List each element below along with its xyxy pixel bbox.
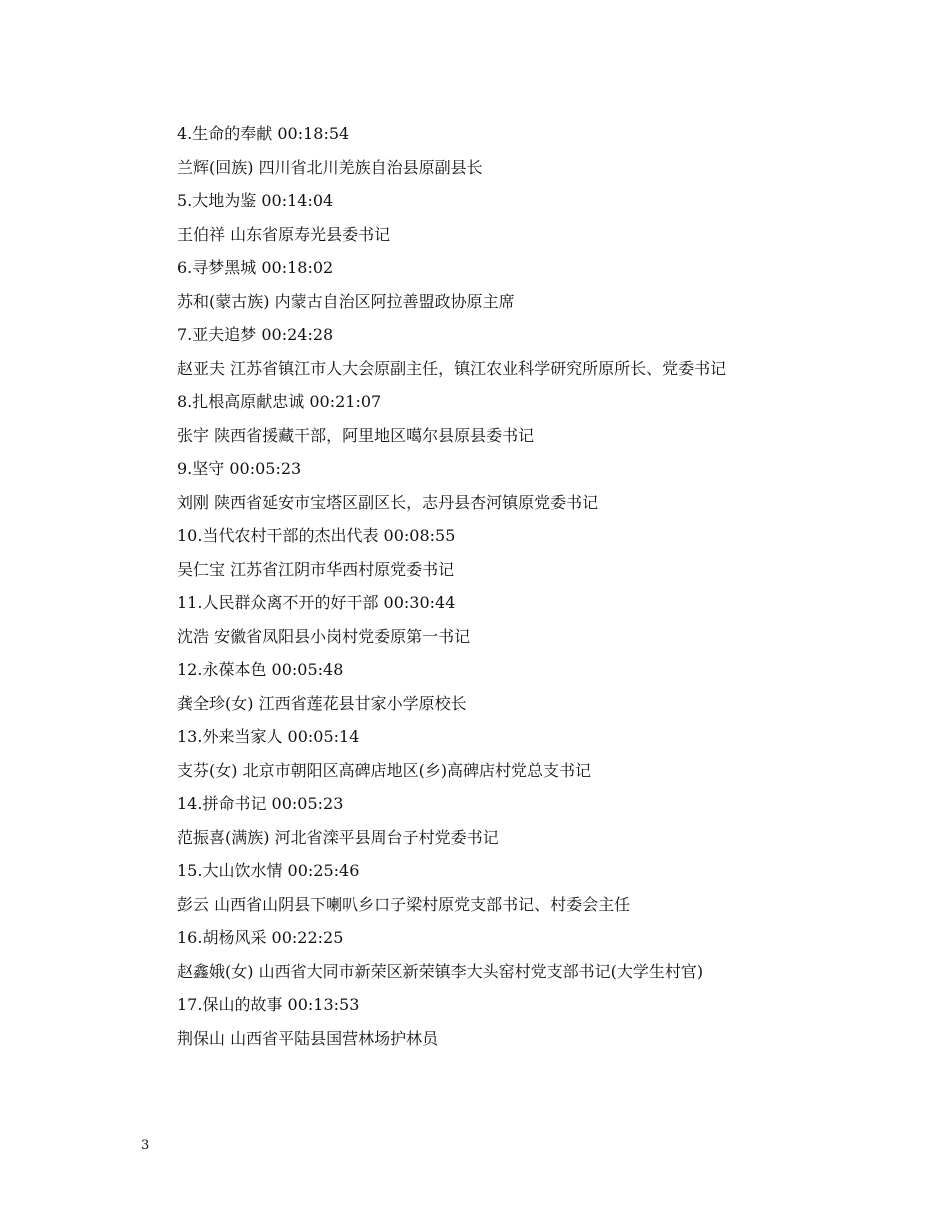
episode-title: 9.坚守 00:05:23: [177, 459, 302, 478]
document-body: [141, 117, 813, 1055]
person-description: 沈浩 安徽省凤阳县小岗村党委原第一书记: [177, 626, 471, 646]
person-description: 吴仁宝 江苏省江阴市华西村原党委书记: [177, 559, 455, 579]
person-description: 王伯祥 山东省原寿光县委书记: [177, 224, 391, 244]
episode-title: 4.生命的奉献 00:18:54: [177, 124, 350, 143]
episode-title: 15.大山饮水情 00:25:46: [177, 861, 360, 880]
person-description: 支芬(女) 北京市朝阳区高碑店地区(乡)高碑店村党总支书记: [177, 760, 592, 780]
person-description: 彭云 山西省山阴县下喇叭乡口子梁村原党支部书记、村委会主任: [177, 894, 631, 914]
episode-title: 11.人民群众离不开的好干部 00:30:44: [177, 593, 456, 612]
episode-title: 10.当代农村干部的杰出代表 00:08:55: [177, 526, 456, 545]
person-description: 苏和(蒙古族) 内蒙古自治区阿拉善盟政协原主席: [177, 291, 515, 311]
person-description: 赵亚夫 江苏省镇江市人大会原副主任，镇江农业科学研究所原所长、党委书记: [177, 358, 727, 378]
person-description: 荆保山 山西省平陆县国营林场护林员: [177, 1028, 439, 1048]
episode-title: 16.胡杨风采 00:22:25: [177, 928, 344, 947]
episode-title: 7.亚夫追梦 00:24:28: [177, 325, 334, 344]
page-number: 3: [141, 1138, 150, 1153]
person-description: 龚全珍(女) 江西省莲花县甘家小学原校长: [177, 693, 467, 713]
episode-title: 6.寻梦黑城 00:18:02: [177, 258, 334, 277]
episode-title: 14.拼命书记 00:05:23: [177, 794, 344, 813]
person-description: 张宇 陕西省援藏干部，阿里地区噶尔县原县委书记: [177, 425, 535, 445]
person-description: 兰辉(回族) 四川省北川羌族自治县原副县长: [177, 157, 483, 177]
episode-title: 17.保山的故事 00:13:53: [177, 995, 360, 1014]
person-description: 刘刚 陕西省延安市宝塔区副区长，志丹县杏河镇原党委书记: [177, 492, 599, 512]
episode-title: 8.扎根高原献忠诚 00:21:07: [177, 392, 382, 411]
episode-title: 5.大地为鉴 00:14:04: [177, 191, 334, 210]
episode-title: 13.外来当家人 00:05:14: [177, 727, 360, 746]
person-description: 范振喜(满族) 河北省滦平县周台子村党委书记: [177, 827, 499, 847]
person-description: 赵鑫娥(女) 山西省大同市新荣区新荣镇李大头窑村党支部书记(大学生村官): [177, 961, 704, 981]
episode-title: 12.永葆本色 00:05:48: [177, 660, 344, 679]
